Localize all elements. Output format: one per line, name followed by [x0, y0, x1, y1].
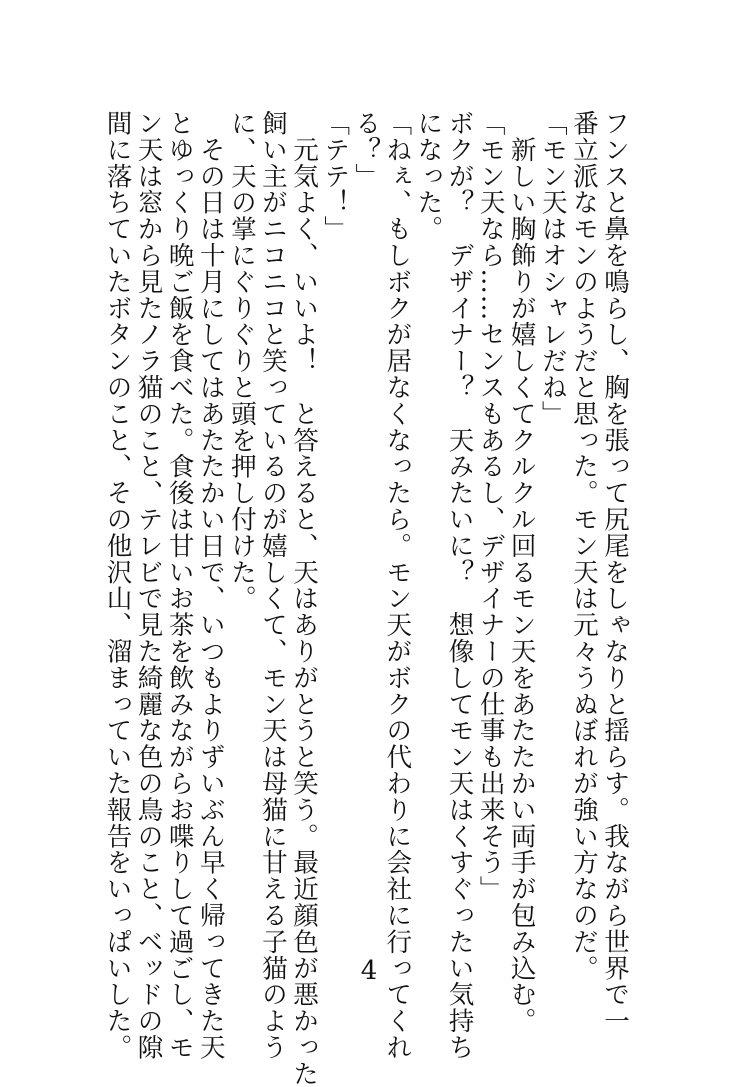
- text-line: る？」: [351, 110, 382, 190]
- text-line: に、天の掌にぐりぐりと頭を押し付けた。: [226, 110, 257, 612]
- text-line: ボクが？ デザイナー？ 天みたいに？ 想像してモン天はくすぐったい気持ち: [444, 110, 475, 1061]
- text-line: 「モン天はオシャレだね」: [537, 110, 568, 427]
- text-line: 「テテ！」: [320, 110, 351, 242]
- text-line: 番立派なモンのようだと思った。モン天は元々うぬぼれが強い方なのだ。: [568, 110, 599, 982]
- text-line: 「モン天なら……センスもあるし、デザイナーの仕事も出来そう」: [475, 110, 506, 902]
- text-line: とゆっくり晩ご飯を食べた。食後は甘いお茶を飲みながらお喋りして過ごし、モ: [164, 110, 195, 1061]
- text-line: 飼い主がニコニコと笑っているのが嬉しくて、モン天は母猫に甘える子猫のよう: [257, 110, 288, 1061]
- text-line: 間に落ちていたボタンのこと、その他沢山、溜まっていた報告をいっぱいした。: [102, 110, 133, 1061]
- text-line: フンスと鼻を鳴らし、胸を張って尻尾をしゃなりと揺らす。我ながら世界で一: [600, 110, 630, 1034]
- text-line: ン天は窓から見たノラ猫のこと、テレビで見た綺麗な色の鳥のこと、ベッドの隙: [133, 110, 164, 1061]
- text-line: 新しい胸飾りが嬉しくてクルクル回るモン天をあたたかい両手が包み込む。: [506, 110, 537, 1034]
- text-line: になった。: [413, 110, 444, 242]
- text-line: 元気よく、いいよ！ と答えると、天はありがとうと笑う。最近顔色が悪かった: [289, 110, 320, 1087]
- text-line: その日は十月にしてはあたたかい日で、いつもよりずいぶん早く帰ってきた天: [195, 110, 226, 1061]
- page-number: 4: [360, 956, 378, 986]
- vertical-text-body: [102, 110, 630, 1087]
- text-line: 「ねぇ、もしボクが居なくなったら。モン天がボクの代わりに会社に行ってくれ: [382, 110, 413, 1061]
